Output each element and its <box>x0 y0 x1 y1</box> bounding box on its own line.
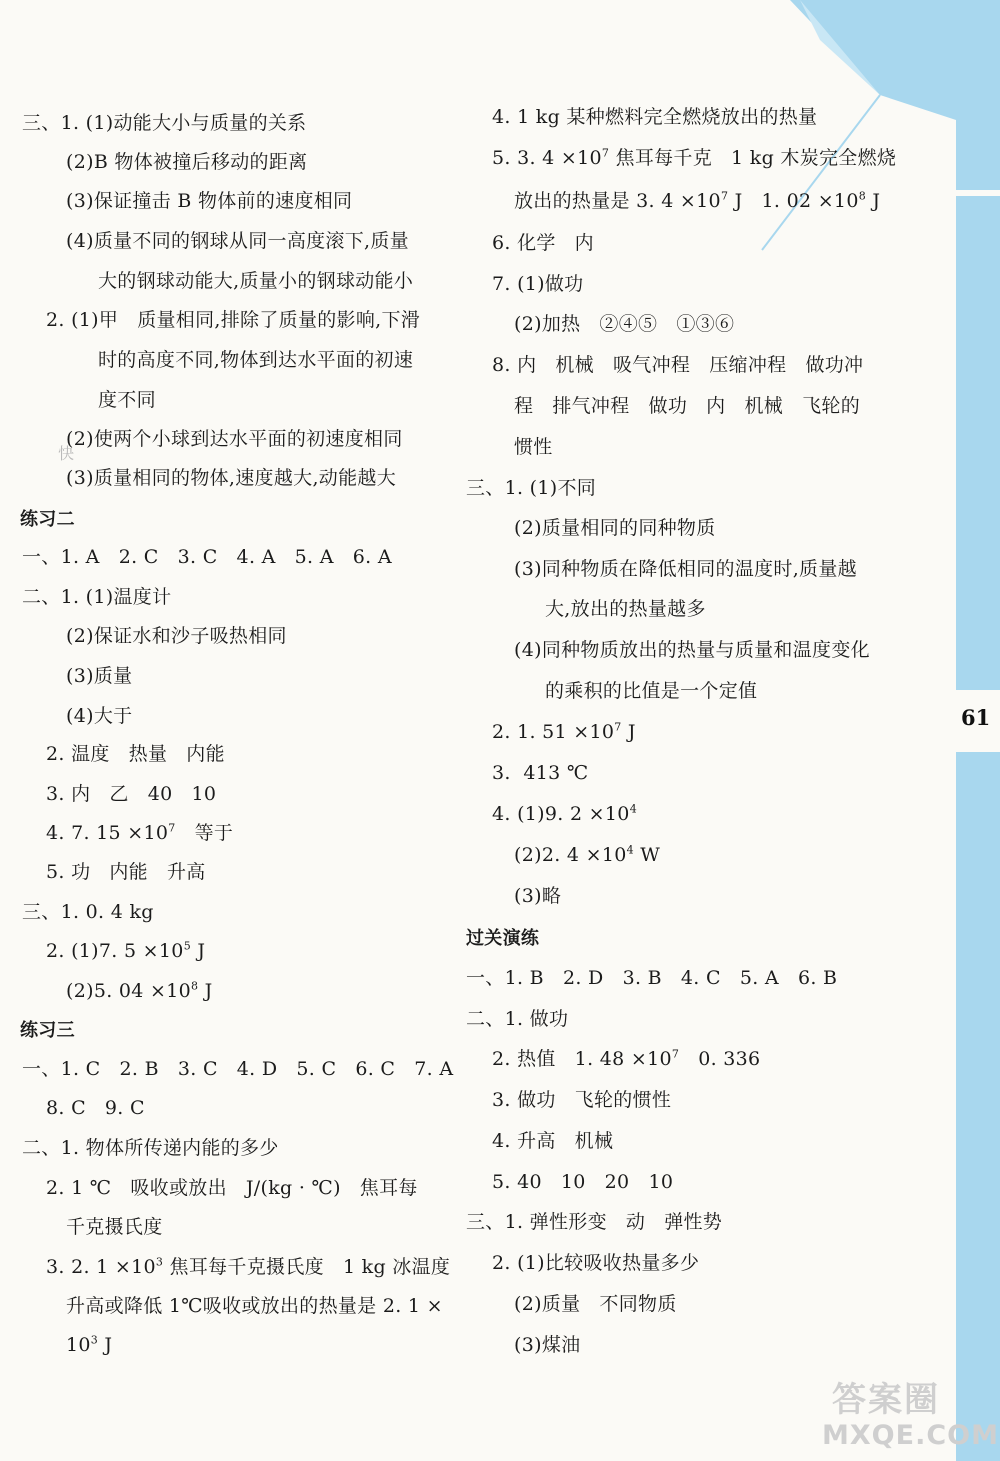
line-text: (2)质量相同的同种物质 <box>514 517 716 539</box>
line-text: J <box>866 190 881 212</box>
answer-line <box>98 347 413 373</box>
answer-line <box>66 465 396 491</box>
line-text: 练习三 <box>20 1020 75 1041</box>
superscript: 3 <box>155 1255 164 1269</box>
line-text: 放出的热量是 3. 4 ×10 <box>514 190 721 212</box>
superscript: 7 <box>671 1047 680 1061</box>
line-text: 二、1. (1)温度计 <box>22 586 172 608</box>
strip-divider <box>956 190 1000 196</box>
answer-line <box>66 978 213 1004</box>
line-text: (3)质量相同的物体,速度越大,动能越大 <box>66 467 396 489</box>
answer-line <box>514 1291 677 1317</box>
answer-line <box>492 1087 671 1113</box>
line-text: 5. 3. 4 ×10 <box>492 147 602 169</box>
answer-line <box>22 110 306 136</box>
answer-line <box>466 965 837 991</box>
line-text: 焦耳每千克摄氏度 1 kg 冰温度 <box>163 1256 451 1278</box>
answer-line <box>466 1209 722 1235</box>
line-text: 2. (1)甲 质量相同,排除了质量的影响,下滑 <box>46 309 421 331</box>
line-text: (2)5. 04 ×10 <box>66 980 191 1002</box>
answer-line <box>46 859 206 885</box>
superscript: 7 <box>720 189 729 203</box>
answer-line <box>492 145 896 171</box>
line-text: 惯性 <box>514 436 553 458</box>
line-text: (3)质量 <box>66 665 133 687</box>
line-text: (2)2. 4 ×10 <box>514 844 627 866</box>
line-text: 程 排气冲程 做功 内 机械 飞轮的 <box>514 395 860 417</box>
answer-line <box>46 307 420 333</box>
page-number: 61 <box>961 705 991 730</box>
superscript: 8 <box>858 189 867 203</box>
answer-line <box>66 188 352 214</box>
answer-line <box>46 1254 450 1280</box>
line-text: 一、1. A 2. C 3. C 4. A 5. A 6. A <box>22 546 392 568</box>
answer-line <box>66 703 132 729</box>
line-text: 二、1. 做功 <box>466 1008 569 1030</box>
line-text: (3)煤油 <box>514 1334 581 1356</box>
line-text: 4. 升高 机械 <box>492 1130 614 1152</box>
answer-line <box>66 623 287 649</box>
answer-line <box>46 741 225 767</box>
superscript: 5 <box>183 939 191 953</box>
line-text: (3)同种物质在降低相同的温度时,质量越 <box>514 558 857 580</box>
line-text: J <box>621 721 636 743</box>
answer-line <box>46 820 233 846</box>
answer-line <box>514 434 553 460</box>
answer-line <box>514 883 561 909</box>
section-heading <box>466 926 539 952</box>
answer-line <box>66 1332 112 1358</box>
section-heading <box>20 1018 75 1044</box>
answer-line <box>98 268 413 294</box>
line-text: 焦耳每千克 1 kg 木炭完全燃烧 <box>609 147 897 169</box>
answer-line <box>492 271 583 297</box>
superscript: 4 <box>626 843 634 857</box>
line-text: (2)保证水和沙子吸热相同 <box>66 625 287 647</box>
watermark-logo: 答案圈 <box>832 1380 940 1420</box>
line-text: 一、1. C 2. B 3. C 4. D 5. C 6. C 7. A <box>22 1058 454 1080</box>
superscript: 7 <box>168 821 176 835</box>
answer-line <box>545 678 757 704</box>
answer-line <box>492 1046 760 1072</box>
section-heading <box>20 507 75 533</box>
answer-line <box>66 1214 163 1240</box>
line-text: 等于 <box>175 822 234 844</box>
answer-line <box>22 544 392 570</box>
line-text: (2)B 物体被撞后移动的距离 <box>66 151 308 173</box>
line-text: 时的高度不同,物体到达水平面的初速 <box>98 349 414 371</box>
line-text: (4)大于 <box>66 705 133 727</box>
line-text: 度不同 <box>98 389 156 411</box>
line-text: 练习二 <box>20 509 75 530</box>
line-text: 3. 内 乙 40 10 <box>46 783 217 805</box>
line-text: 三、1. (1)不同 <box>466 477 597 499</box>
answer-line <box>22 584 171 610</box>
line-text: (2)加热 ②④⑤ ①③⑥ <box>514 313 735 335</box>
line-text: 8. C 9. C <box>46 1097 145 1119</box>
line-text: 3. 2. 1 ×10 <box>46 1256 156 1278</box>
line-text: 10 <box>66 1334 91 1356</box>
answer-line <box>46 938 205 964</box>
watermark-url: MXQE.COM <box>822 1420 999 1451</box>
line-text: 3. 413 ℃ <box>492 762 589 784</box>
line-text: 4. 7. 15 ×10 <box>46 822 169 844</box>
side-watermark: 快 <box>58 444 75 463</box>
line-text: J <box>198 980 213 1002</box>
superscript: 3 <box>90 1333 99 1347</box>
line-text: 大,放出的热量越多 <box>545 598 706 620</box>
line-text: 5. 功 内能 升高 <box>46 861 206 883</box>
answer-line <box>66 426 403 452</box>
line-text: 升高或降低 1℃吸收或放出的热量是 2. 1 × <box>66 1295 443 1317</box>
line-text: J 1. 02 ×10 <box>728 190 859 212</box>
answer-line <box>46 781 216 807</box>
superscript: 4 <box>629 802 637 816</box>
line-text: 4. 1 kg 某种燃料完全燃烧放出的热量 <box>492 106 818 128</box>
line-text: W <box>633 844 661 866</box>
answer-line <box>492 719 636 745</box>
line-text: 的乘积的比值是一个定值 <box>545 680 758 702</box>
line-text: 0. 336 <box>679 1048 761 1070</box>
line-text: 2. 温度 热量 内能 <box>46 743 225 765</box>
line-text: 大的钢球动能大,质量小的钢球动能小 <box>98 270 414 292</box>
line-text: 三、1. (1)动能大小与质量的关系 <box>22 112 307 134</box>
answer-line <box>492 1169 673 1195</box>
answer-line <box>66 663 132 689</box>
answer-line <box>514 188 880 214</box>
line-text: 千克摄氏度 <box>66 1216 163 1238</box>
line-text: 2. 热值 1. 48 ×10 <box>492 1048 672 1070</box>
answer-line <box>492 760 588 786</box>
line-text: 2. 1 ℃ 吸收或放出 J/(kg · ℃) 焦耳每 <box>46 1177 418 1199</box>
line-text: 过关演练 <box>466 928 540 949</box>
line-text: 三、1. 0. 4 kg <box>22 901 154 923</box>
answer-line <box>514 311 734 337</box>
answer-line <box>492 104 817 130</box>
line-text: 6. 化学 内 <box>492 232 594 254</box>
line-text: 2. 1. 51 ×10 <box>492 721 615 743</box>
line-text: (2)质量 不同物质 <box>514 1293 677 1315</box>
superscript: 7 <box>601 146 610 160</box>
answer-line <box>66 228 409 254</box>
line-text: J <box>191 940 206 962</box>
answer-line <box>66 1293 443 1319</box>
answer-line <box>514 515 716 541</box>
answer-line <box>466 1006 568 1032</box>
line-text: J <box>98 1334 113 1356</box>
answer-line <box>22 1056 453 1082</box>
line-text: (4)同种物质放出的热量与质量和温度变化 <box>514 639 870 661</box>
line-text: 3. 做功 飞轮的惯性 <box>492 1089 672 1111</box>
superscript: 8 <box>191 979 199 993</box>
answer-line <box>492 230 594 256</box>
answer-line <box>492 1250 699 1276</box>
answer-line <box>514 637 870 663</box>
answer-line <box>46 1175 418 1201</box>
answer-line <box>514 556 857 582</box>
line-text: 7. (1)做功 <box>492 273 584 295</box>
line-text: 2. (1)7. 5 ×10 <box>46 940 184 962</box>
answer-line <box>514 393 860 419</box>
line-text: (3)略 <box>514 885 562 907</box>
line-text: (2)使两个小球到达水平面的初速度相同 <box>66 428 403 450</box>
line-text: 一、1. B 2. D 3. B 4. C 5. A 6. B <box>466 967 838 989</box>
answer-line <box>514 842 660 868</box>
line-text: 三、1. 弹性形变 动 弹性势 <box>466 1211 723 1233</box>
line-text: 2. (1)比较吸收热量多少 <box>492 1252 700 1274</box>
answer-line <box>46 1095 145 1121</box>
answer-line <box>98 387 156 413</box>
line-text: (4)质量不同的钢球从同一高度滚下,质量 <box>66 230 409 252</box>
line-text: (3)保证撞击 B 物体前的速度相同 <box>66 190 353 212</box>
answer-line <box>545 596 706 622</box>
line-text: 4. (1)9. 2 ×10 <box>492 803 630 825</box>
answer-line <box>22 899 154 925</box>
superscript: 7 <box>614 720 622 734</box>
answer-line <box>514 1332 580 1358</box>
answer-line <box>492 352 863 378</box>
answer-line <box>22 1135 279 1161</box>
answer-line <box>492 1128 613 1154</box>
answer-line <box>466 475 596 501</box>
answer-line <box>66 149 307 175</box>
line-text: 8. 内 机械 吸气冲程 压缩冲程 做功冲 <box>492 354 864 376</box>
answer-line <box>492 801 637 827</box>
line-text: 二、1. 物体所传递内能的多少 <box>22 1137 279 1159</box>
line-text: 5. 40 10 20 10 <box>492 1171 674 1193</box>
